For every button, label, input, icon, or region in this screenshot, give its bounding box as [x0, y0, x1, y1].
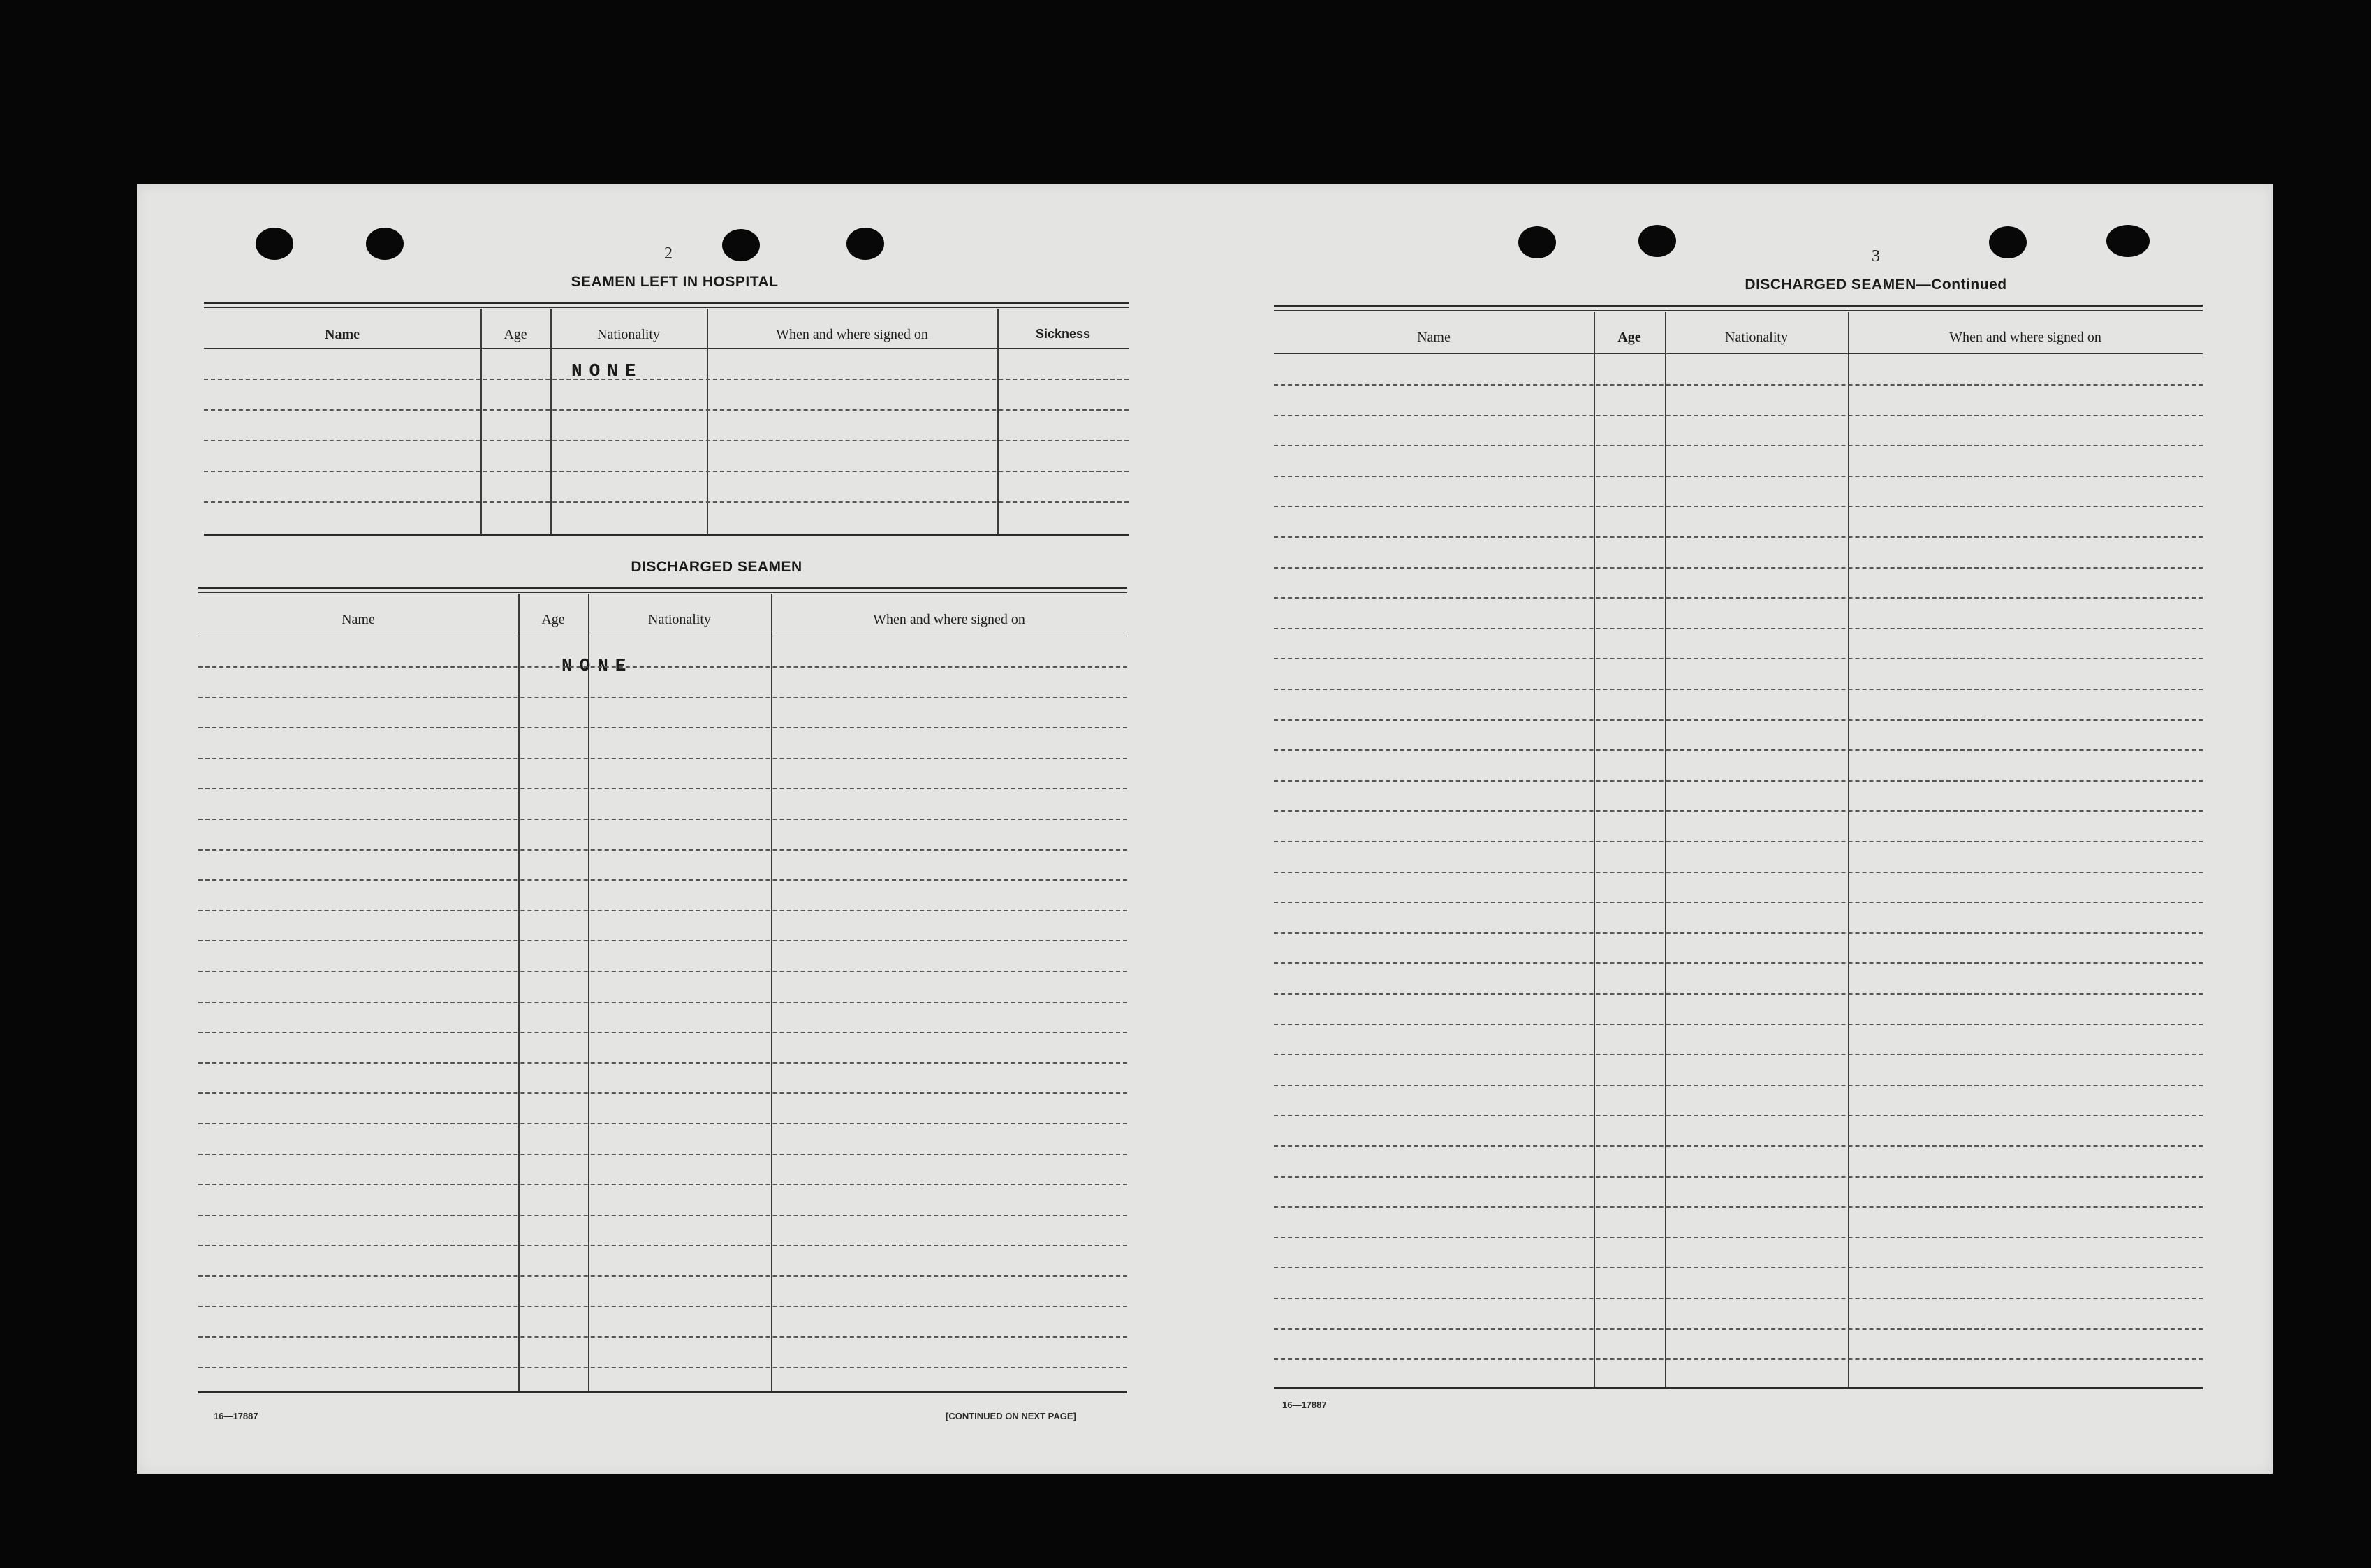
ledger-row-line — [1274, 536, 2203, 538]
ledger-row-line — [1274, 1237, 2203, 1238]
ledger-row-line — [198, 1336, 1127, 1338]
ledger-row-line — [1274, 415, 2203, 416]
ledger-row-line — [1274, 962, 2203, 964]
ledger-row-line — [198, 1184, 1127, 1185]
ledger-row-line — [1274, 1328, 2203, 1330]
ledger-row-line — [1274, 1267, 2203, 1268]
ledger-row-line — [1274, 597, 2203, 599]
col-header-signed-on: When and where signed on — [776, 327, 928, 342]
col-header-nationality: Nationality — [648, 612, 711, 627]
ledger-row-line — [198, 1215, 1127, 1216]
ledger-row-line — [198, 758, 1127, 759]
col-header-age: Age — [1617, 330, 1641, 345]
ledger-row-line — [198, 1032, 1127, 1033]
ledger-row-line — [198, 940, 1127, 941]
ledger-row-line — [1274, 1054, 2203, 1055]
ledger-row-line — [1274, 1298, 2203, 1299]
discharged-table — [198, 587, 1127, 1397]
form-number: 16—17887 — [214, 1411, 258, 1421]
ledger-row-line — [1274, 1024, 2203, 1025]
hospital-section-title: SEAMEN LEFT IN HOSPITAL — [571, 274, 779, 290]
col-header-age: Age — [504, 327, 527, 342]
ledger-row-line — [1274, 872, 2203, 873]
left-page — [137, 184, 1226, 1474]
ledger-row-line — [198, 1275, 1127, 1277]
col-header-sickness: Sickness — [1035, 327, 1091, 341]
ledger-row-line — [198, 1092, 1127, 1094]
col-header-name: Name — [342, 612, 375, 627]
col-header-nationality: Nationality — [1725, 330, 1788, 345]
ledger-row-line — [1274, 1085, 2203, 1086]
ledger-row-line — [198, 971, 1127, 972]
ledger-row-line — [1274, 658, 2203, 659]
discharged-section-title: DISCHARGED SEAMEN — [631, 559, 802, 575]
document-sheet — [137, 184, 2273, 1474]
ledger-row-line — [198, 788, 1127, 789]
ledger-row-line — [1274, 384, 2203, 386]
discharged-entry-none: NONE — [561, 655, 633, 676]
discharged-continued-title: DISCHARGED SEAMEN—Continued — [1745, 277, 2007, 293]
ledger-row-line — [1274, 628, 2203, 629]
col-header-name: Name — [325, 327, 360, 342]
ledger-row-line — [1274, 1206, 2203, 1208]
ledger-row-line — [198, 727, 1127, 728]
ledger-row-line — [1274, 841, 2203, 842]
ledger-row-line — [198, 1154, 1127, 1155]
ledger-row-line — [198, 849, 1127, 851]
ledger-row-line — [198, 666, 1127, 668]
ledger-row-line — [1274, 749, 2203, 751]
ledger-row-line — [1274, 902, 2203, 903]
right-page — [1226, 184, 2273, 1474]
ledger-row-line — [1274, 1176, 2203, 1178]
ledger-row-line — [198, 879, 1127, 881]
page-number: 2 — [664, 244, 673, 263]
ledger-row-line — [198, 910, 1127, 911]
ledger-row-line — [1274, 993, 2203, 995]
ledger-row-line — [1274, 689, 2203, 690]
ledger-row-line — [1274, 476, 2203, 477]
col-header-age: Age — [541, 612, 565, 627]
ledger-row-line — [198, 1002, 1127, 1003]
ledger-row-line — [198, 1245, 1127, 1246]
ledger-row-line — [1274, 506, 2203, 507]
ledger-row-line — [198, 1062, 1127, 1064]
col-header-signed-on: When and where signed on — [873, 612, 1025, 627]
ledger-row-line — [1274, 932, 2203, 934]
page-number: 3 — [1872, 247, 1880, 265]
ledger-row-line — [198, 1306, 1127, 1307]
col-header-name: Name — [1417, 330, 1451, 345]
ledger-row-line — [1274, 567, 2203, 569]
ledger-row-line — [198, 1367, 1127, 1368]
ledger-row-line — [1274, 719, 2203, 721]
form-number: 16—17887 — [1282, 1400, 1327, 1410]
ledger-row-line — [198, 1123, 1127, 1124]
ledger-row-line — [198, 819, 1127, 820]
col-header-nationality: Nationality — [597, 327, 660, 342]
ledger-row-line — [1274, 1115, 2203, 1116]
hospital-entry-none: NONE — [571, 360, 643, 381]
discharged-continued-table — [1274, 305, 2203, 1394]
continued-note: [CONTINUED ON NEXT PAGE] — [946, 1411, 1076, 1421]
col-header-signed-on: When and where signed on — [1949, 330, 2101, 345]
ledger-row-line — [1274, 445, 2203, 446]
ledger-row-line — [1274, 1358, 2203, 1360]
ledger-row-line — [1274, 810, 2203, 812]
ledger-row-line — [198, 697, 1127, 698]
ledger-row-line — [1274, 1145, 2203, 1147]
ledger-row-line — [1274, 780, 2203, 782]
